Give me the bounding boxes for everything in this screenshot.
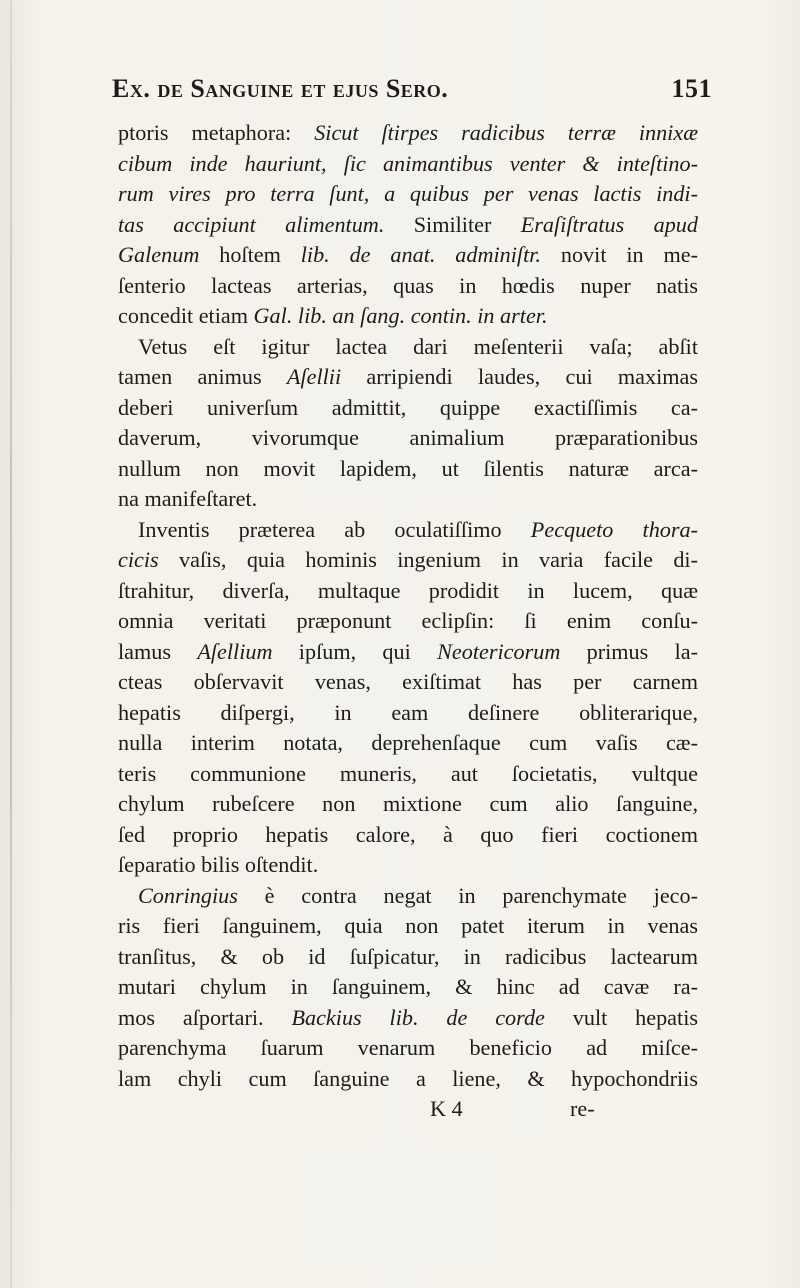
text-line — [118, 1033, 698, 1064]
roman-text: daverum, vivorumque animalium præparationibus — [118, 425, 698, 450]
text-line — [118, 972, 698, 1003]
text-line — [118, 393, 698, 424]
text-line — [118, 698, 698, 729]
catchword: re- — [570, 1096, 595, 1121]
text-line — [118, 454, 698, 485]
roman-text: lamus — [118, 638, 198, 664]
roman-text: nulla interim notata, deprehenſaque cum vaſis cæ- — [118, 730, 698, 755]
roman-text: Similiter — [413, 211, 521, 237]
roman-text: na manifeſtaret. — [118, 486, 258, 511]
roman-text: concedit etiam — [118, 303, 254, 328]
roman-text: è contra negat in parenchymate jeco- — [237, 882, 698, 908]
text-line — [118, 423, 698, 454]
roman-text: tamen animus — [118, 364, 287, 389]
roman-text: lam chyli cum ſanguine a liene, & hypochondriis — [118, 1065, 698, 1091]
text-line — [118, 362, 698, 393]
italic-text: tas accipiunt alimentum. — [118, 211, 414, 237]
roman-text: vaſis, quia hominis ingenium in varia facile di- — [158, 547, 698, 572]
italic-text: Pecqueto thora- — [530, 516, 698, 542]
text-line — [118, 515, 698, 546]
roman-text: tranſitus, & ob id ſuſpicatur, in radicibus lactearum — [118, 943, 698, 969]
roman-text: ſeparatio bilis oſtendit. — [118, 852, 319, 877]
text-line — [118, 911, 698, 942]
text-line — [118, 118, 698, 149]
italic-text: Sicut ſtirpes radicibus terræ innixæ — [314, 120, 698, 145]
roman-text: Vetus eſt igitur lactea dari meſenterii vaſa; abſit — [138, 333, 698, 359]
text-line — [118, 240, 698, 271]
text-line — [118, 576, 698, 607]
roman-text: cteas obſervavit venas, exiſtimat has per carnem — [118, 669, 698, 694]
roman-text: ptoris metaphora: — [118, 120, 315, 145]
roman-text: parenchyma ſuarum venarum beneficio ad miſce- — [118, 1035, 698, 1060]
text-line — [118, 637, 698, 668]
italic-text: Neotericorum — [437, 638, 561, 664]
text-line — [118, 850, 698, 881]
text-line — [118, 881, 698, 912]
text-line — [118, 545, 698, 576]
text-line — [118, 149, 698, 180]
italic-text: Eraſiſtratus apud — [520, 211, 698, 237]
roman-text: ſenterio lacteas arterias, quas in hœdis nuper natis — [118, 272, 698, 298]
text-line — [118, 1003, 698, 1034]
roman-text: ſtrahitur, diverſa, multaque prodidit in lucem, quæ — [118, 577, 698, 603]
italic-text: Aſellium — [197, 638, 273, 664]
text-line — [118, 484, 698, 515]
text-line — [118, 271, 698, 302]
roman-text: Inventis præterea ab oculatiſſimo — [138, 516, 531, 542]
italic-text: Backius lib. de corde — [291, 1004, 545, 1030]
binding-gutter — [10, 0, 12, 1288]
italic-text: Aſellii — [286, 364, 342, 389]
catchword-line — [118, 1094, 698, 1125]
roman-text: primus la- — [560, 638, 698, 664]
roman-text: deberi univerſum admittit, quippe exactiſſimis ca- — [118, 394, 698, 420]
text-line — [118, 179, 698, 210]
text-line — [118, 728, 698, 759]
italic-text: rum vires pro terra ſunt, a quibus per venas lactis indi- — [118, 181, 698, 206]
roman-text: teris communione muneris, aut ſocietatis, vultque — [118, 760, 698, 786]
text-line — [118, 942, 698, 973]
text-line — [118, 820, 698, 851]
running-header — [112, 74, 712, 104]
roman-text: omnia veritati præponunt eclipſin: ſi enim conſu- — [118, 608, 698, 633]
italic-text: lib. de anat. adminiſtr. — [300, 242, 541, 267]
signature-mark: K 4 — [430, 1096, 463, 1121]
italic-text: Conringius — [138, 882, 238, 908]
page-number: 151 — [671, 74, 712, 103]
roman-text: vult hepatis — [544, 1004, 698, 1030]
roman-text: arripiendi laudes, cui maximas — [341, 364, 698, 389]
body-text — [118, 118, 698, 1125]
text-line — [118, 332, 698, 363]
roman-text: hoſtem — [199, 242, 301, 267]
text-line — [118, 1064, 698, 1095]
italic-text: Galenum — [118, 242, 200, 267]
roman-text: chylum rubeſcere non mixtione cum alio ſanguine, — [118, 791, 698, 816]
text-line — [118, 789, 698, 820]
text-line — [118, 301, 698, 332]
roman-text: hepatis diſpergi, in eam deſinere obliterarique, — [118, 699, 698, 725]
italic-text: cibum inde hauriunt, ſic animantibus venter & inteſtino- — [118, 150, 698, 176]
text-line — [118, 606, 698, 637]
roman-text: ipſum, qui — [272, 638, 438, 664]
roman-text: mutari chylum in ſanguinem, & hinc ad cavæ ra- — [118, 974, 698, 999]
text-line — [118, 667, 698, 698]
text-line — [118, 759, 698, 790]
roman-text: ris fieri ſanguinem, quia non patet iterum in venas — [118, 913, 698, 938]
roman-text: mos aſportari. — [118, 1004, 292, 1030]
roman-text: ſed proprio hepatis calore, à quo fieri coctionem — [118, 821, 698, 847]
italic-text: Gal. lib. an ſang. contin. in arter. — [253, 303, 548, 328]
italic-text: cicis — [118, 547, 159, 572]
text-line — [118, 210, 698, 241]
roman-text: nullum non movit lapidem, ut ſilentis naturæ arca- — [118, 455, 698, 481]
running-title: Ex. de Sanguine et ejus Sero. — [112, 74, 449, 103]
roman-text: novit in me- — [540, 242, 698, 267]
